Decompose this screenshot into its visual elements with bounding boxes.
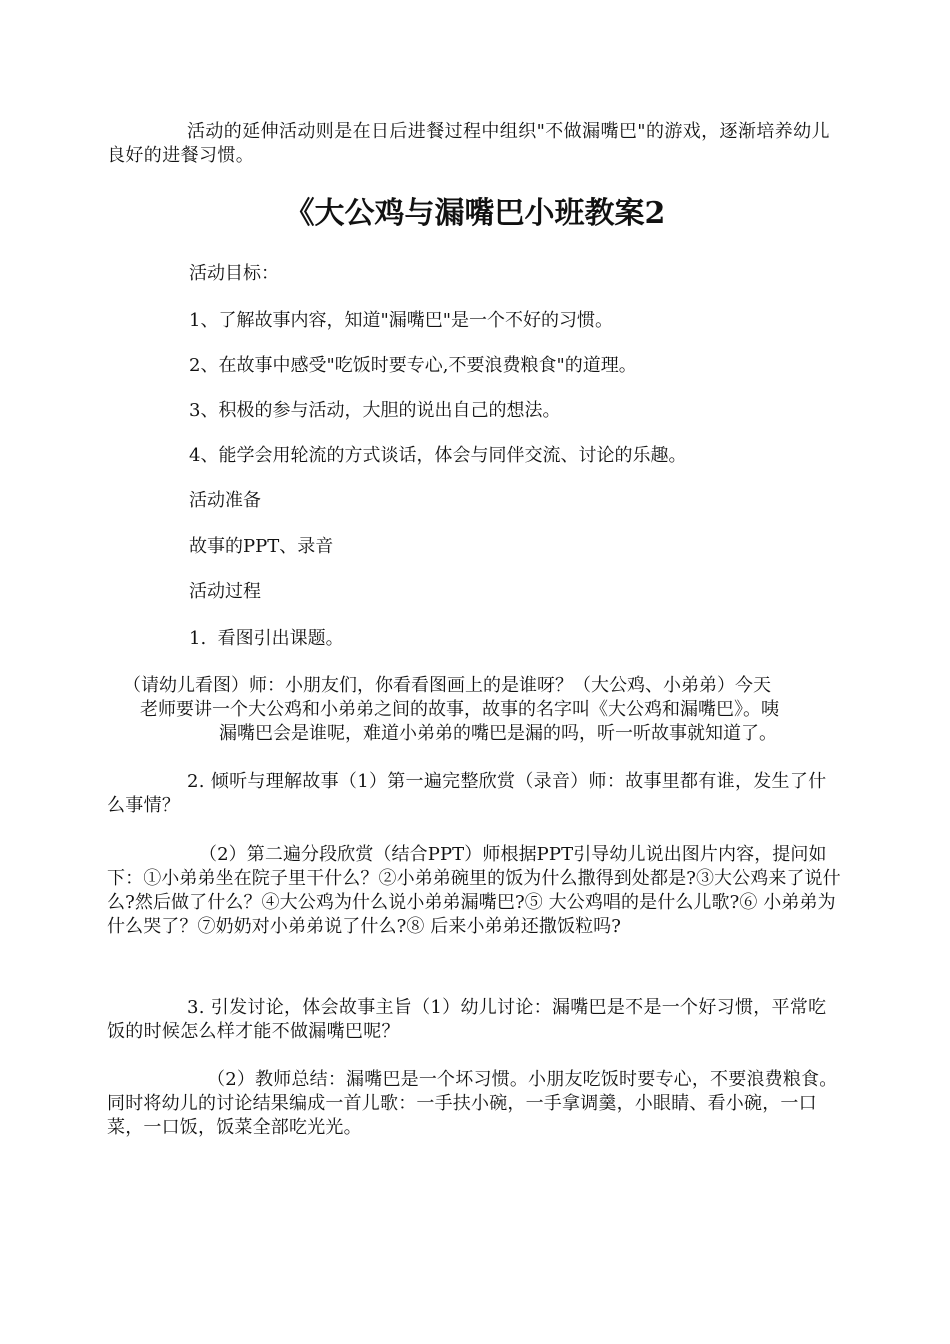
prep-heading: 活动准备 [189, 490, 261, 511]
step3b-paragraph: （2）教师总结：漏嘴巴是一个坏习惯。小朋友吃饭时要专心，不要浪费粮食。同时将幼儿的讨论结果编成一首儿歌：一手扶小碗，一手拿调羹，小眼睛、看小碗，一口菜，一口饭，饭菜全部吃光光。 [107, 1069, 838, 1138]
step1-line: 漏嘴巴会是谁呢，难道小弟弟的嘴巴是漏的吗，听一听故事就知道了。 [219, 723, 777, 744]
goals-heading: 活动目标： [189, 263, 279, 284]
intro-paragraph: 活动的延伸活动则是在日后进餐过程中组织"不做漏嘴巴"的游戏，逐渐培养幼儿良好的进餐习惯。 [107, 121, 830, 166]
lesson-title: 《大公鸡与漏嘴巴小班教案2 [284, 196, 666, 231]
step3-paragraph: 3. 引发讨论，体会故事主旨（1）幼儿讨论：漏嘴巴是不是一个好习惯，平常吃饭的时候怎么样才能不做漏嘴巴呢？ [107, 997, 827, 1042]
goal-item: 4、能学会用轮流的方式谈话，体会与同伴交流、讨论的乐趣。 [189, 445, 687, 466]
step2b-paragraph: （2）第二遍分段欣赏（结合PPT）师根据PPT引导幼儿说出图片内容，提问如下：①小弟弟坐在院子里干什么？②小弟弟碗里的饭为什么撒得到处都是?③大公鸡来了说什么?然后做了什么？④大公鸡为什么说小弟弟漏嘴巴?⑤ 大公鸡唱的是什么儿歌?⑥ 小弟弟为什么哭了？⑦奶奶对小弟弟说了什么?⑧ 后来小弟弟还撒饭粒吗? [107, 844, 841, 937]
goal-item: 3、积极的参与活动，大胆的说出自己的想法。 [189, 400, 561, 421]
step1-line: （请幼儿看图）师：小朋友们，你看看图画上的是谁呀？（大公鸡、小弟弟）今天 [123, 675, 771, 696]
step1-line: 老师要讲一个大公鸡和小弟弟之间的故事，故事的名字叫《大公鸡和漏嘴巴》。咦 [140, 699, 779, 720]
goal-item: 2、在故事中感受"吃饭时要专心,不要浪费粮食"的道理。 [189, 355, 637, 376]
process-heading: 活动过程 [189, 581, 261, 602]
goal-item: 1、了解故事内容，知道"漏嘴巴"是一个不好的习惯。 [189, 310, 614, 331]
prep-text: 故事的PPT、录音 [189, 536, 334, 557]
step2-paragraph: 2. 倾听与理解故事（1）第一遍完整欣赏（录音）师：故事里都有谁，发生了什么事情？ [107, 771, 827, 816]
step1-heading: 1. 看图引出课题。 [189, 628, 344, 649]
